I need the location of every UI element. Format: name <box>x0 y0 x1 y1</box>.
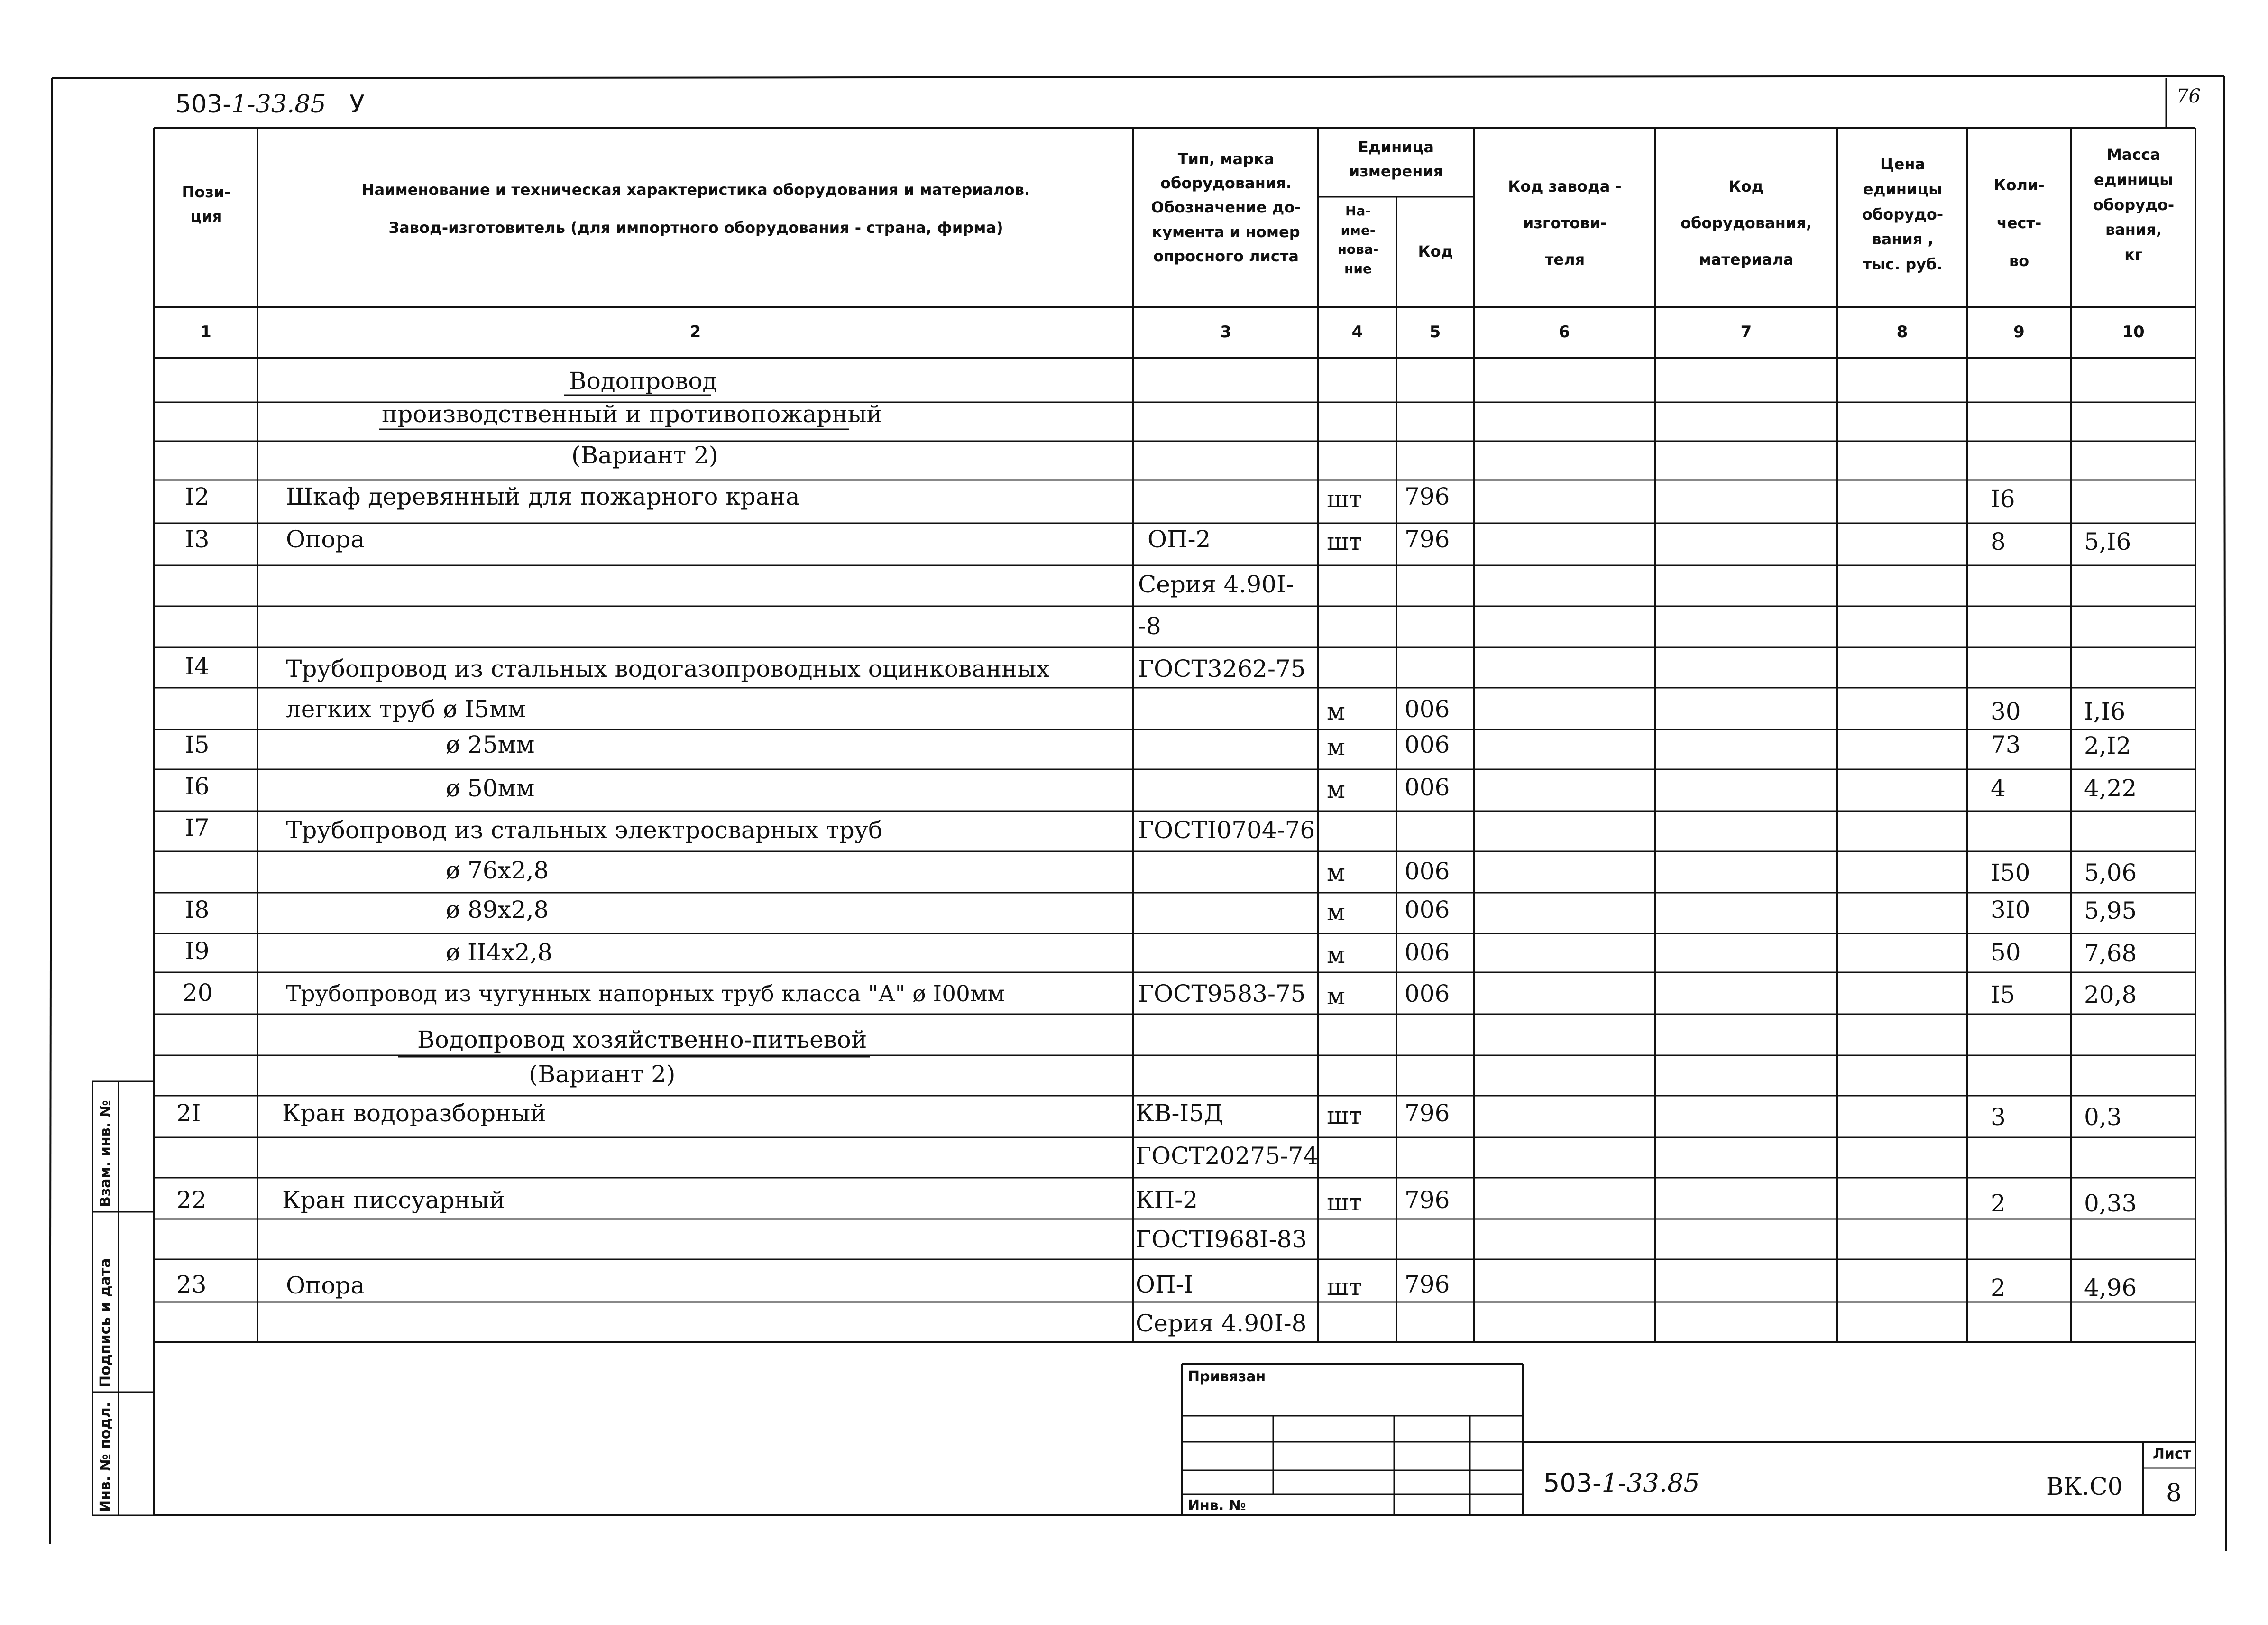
header-type: Тип, марка оборудования. Обозначение до- кумента и номер опросного листа <box>1151 150 1301 265</box>
stamp-linked-label: Привязан <box>1188 1368 1266 1385</box>
table-cell-mass: 5,I6 <box>2084 528 2131 555</box>
table-cell-mass: 5,95 <box>2084 897 2137 924</box>
table-cell-mass: 4,22 <box>2084 775 2137 802</box>
table-cell-mass: I,I6 <box>2084 698 2126 725</box>
table-cell-mass: 7,68 <box>2084 940 2137 967</box>
table-cell-quantity: 3 <box>1991 1103 2006 1131</box>
table-cell-unit: м <box>1327 898 1345 926</box>
table-cell-type: Серия 4.90I- <box>1138 571 1294 598</box>
table-cell-mass: 2,I2 <box>2084 732 2131 759</box>
header-equipment-code: Код оборудования, материала <box>1680 177 1812 268</box>
side-label-sign-date: Подпись и дата <box>97 1258 114 1387</box>
header-unit: Единица измерения <box>1349 138 1443 181</box>
table-cell-unit: шт <box>1327 1102 1362 1129</box>
table-cell-position: I7 <box>185 814 210 841</box>
table-cell-position: 23 <box>176 1271 207 1298</box>
table-cell-position: I2 <box>185 483 210 510</box>
table-cell-code: 796 <box>1405 1186 1450 1214</box>
table-cell-quantity: 2 <box>1991 1190 2006 1217</box>
header-name: Наименование и техническая характеристика оборудования и материалов. Завод-изготовитель (для импортного оборудования - страна, фирма) <box>361 181 1030 237</box>
column-number: 3 <box>1220 323 1231 342</box>
document-code-handwritten: 1-33.85 <box>231 90 326 119</box>
table-cell-position: 2I <box>176 1099 201 1127</box>
table-cell-unit: м <box>1327 698 1345 725</box>
table-cell-unit: м <box>1327 941 1345 969</box>
table-cell-unit: шт <box>1327 1189 1362 1216</box>
table-cell-unit: м <box>1327 982 1345 1010</box>
table-cell-unit: шт <box>1327 485 1362 513</box>
table-cell-quantity: 50 <box>1991 939 2021 966</box>
footer-sheet-number: 8 <box>2166 1479 2182 1507</box>
footer-sheet-label: Лист <box>2153 1446 2192 1462</box>
table-cell-type: ОП-2 <box>1148 526 1211 553</box>
table-cell-code: 006 <box>1405 695 1450 723</box>
table-cell-unit: шт <box>1327 1273 1362 1301</box>
table-cell-position: I3 <box>185 526 210 553</box>
table-cell-quantity: I50 <box>1991 859 2030 886</box>
table-cell-code: 006 <box>1405 858 1450 885</box>
header-unit-code: Код <box>1418 242 1453 260</box>
footer-document-mark: ВК.С0 <box>2046 1473 2123 1500</box>
table-cell-type: ГОСТ20275-74 <box>1136 1142 1319 1170</box>
section-variant: (Вариант 2) <box>529 1061 676 1088</box>
table-cell-code: 796 <box>1405 483 1450 510</box>
table-cell-quantity: I5 <box>1991 981 2015 1008</box>
header-plant-code: Код завода - изготови- теля <box>1508 177 1622 268</box>
table-cell-code: 006 <box>1405 731 1450 758</box>
table-cell-mass: 5,06 <box>2084 859 2137 886</box>
column-number: 5 <box>1429 323 1441 342</box>
table-cell-name: Трубопровод из стальных электросварных труб <box>286 816 883 844</box>
table-cell-type: ОП-I <box>1136 1271 1194 1298</box>
column-number: 8 <box>1896 323 1908 342</box>
side-label-inventory-original: Инв. № подл. <box>97 1402 114 1512</box>
column-number: 6 <box>1559 323 1570 342</box>
table-cell-type: КП-2 <box>1136 1186 1198 1214</box>
header-quantity: Коли- чест- во <box>1993 176 2045 270</box>
section-title: производственный и противопожарный <box>382 400 882 428</box>
table-cell-name: Трубопровод из чугунных напорных труб класса "А" ø I00мм <box>286 981 1005 1007</box>
table-cell-unit: м <box>1327 859 1345 886</box>
table-cell-quantity: 8 <box>1991 528 2006 555</box>
table-cell-name: Кран водоразборный <box>282 1099 546 1127</box>
table-cell-name: Опора <box>286 526 365 553</box>
table-cell-quantity: I6 <box>1991 485 2015 513</box>
table-cell-unit: шт <box>1327 528 1362 555</box>
table-cell-mass: 4,96 <box>2084 1274 2137 1302</box>
footer-code-printed: 503- <box>1543 1468 1602 1498</box>
table-cell-name: легких труб ø I5мм <box>286 695 526 723</box>
table-cell-type: Серия 4.90I-8 <box>1136 1310 1307 1337</box>
table-cell-position: I9 <box>185 937 210 965</box>
table-cell-position: 22 <box>176 1186 207 1214</box>
table-cell-name: ø 50мм <box>446 775 535 802</box>
table-cell-type: -8 <box>1138 612 1161 640</box>
table-cell-mass: 0,33 <box>2084 1190 2137 1217</box>
table-cell-code: 006 <box>1405 774 1450 801</box>
table-cell-code: 006 <box>1405 980 1450 1007</box>
table-cell-name: ø 76x2,8 <box>446 857 549 884</box>
table-cell-position: 20 <box>183 979 213 1006</box>
table-cell-code: 006 <box>1405 896 1450 923</box>
column-number: 7 <box>1740 323 1752 342</box>
document-code-printed: 503- <box>175 90 232 119</box>
section-title: Водопровод <box>569 367 717 395</box>
table-cell-code: 796 <box>1405 1099 1450 1127</box>
header-mass: Масса единицы оборудо- вания, кг <box>2093 146 2175 264</box>
sheet-mark-top: 76 <box>2176 85 2201 107</box>
table-cell-name: Опора <box>286 1272 365 1299</box>
footer-document-code <box>1543 1468 1700 1498</box>
table-cell-type: ГОСТI968I-83 <box>1136 1226 1307 1253</box>
section-variant: (Вариант 2) <box>571 442 718 469</box>
side-label-replace-inventory: Взам. инв. № <box>97 1100 114 1207</box>
table-cell-type: КВ-I5Д <box>1136 1099 1223 1127</box>
column-number: 4 <box>1351 323 1363 342</box>
table-cell-quantity: 73 <box>1991 731 2021 758</box>
section-title: Водопровод хозяйственно-питьевой <box>417 1026 867 1053</box>
table-cell-position: I8 <box>185 896 210 923</box>
footer-code-handwritten: 1-33.85 <box>1601 1468 1700 1498</box>
table-cell-type: ГОСТ3262-75 <box>1138 655 1306 683</box>
column-number: 9 <box>2013 323 2025 342</box>
table-cell-type: ГОСТ9583-75 <box>1138 980 1306 1007</box>
table-cell-name: Трубопровод из стальных водогазопроводных оцинкованных <box>286 655 1050 683</box>
table-cell-position: I5 <box>185 731 210 758</box>
table-cell-code: 796 <box>1405 526 1450 553</box>
table-cell-position: I6 <box>185 773 210 800</box>
document-code <box>175 90 365 119</box>
column-number: 1 <box>200 323 211 342</box>
table-cell-unit: м <box>1327 733 1345 761</box>
table-cell-quantity: 2 <box>1991 1274 2006 1302</box>
column-number: 10 <box>2122 323 2145 342</box>
table-cell-name: ø 89x2,8 <box>446 896 549 923</box>
table-cell-name: ø II4x2,8 <box>446 939 553 966</box>
table-cell-name: ø 25мм <box>446 731 535 758</box>
table-cell-position: I4 <box>185 653 210 680</box>
table-cell-quantity: 30 <box>1991 698 2021 725</box>
table-cell-name: Кран писсуарный <box>282 1186 505 1214</box>
table-cell-code: 796 <box>1405 1271 1450 1298</box>
table-cell-name: Шкаф деревянный для пожарного крана <box>286 483 800 510</box>
header-price: Цена единицы оборудо- вания , тыс. руб. <box>1862 155 1944 274</box>
table-cell-code: 006 <box>1405 939 1450 966</box>
table-cell-quantity: 3I0 <box>1991 896 2030 923</box>
header-unit-name: На- име- нова- ние <box>1337 203 1379 277</box>
table-cell-unit: м <box>1327 776 1345 803</box>
table-cell-quantity: 4 <box>1991 775 2006 802</box>
header-position: Пози- ция <box>182 183 231 226</box>
document-code-suffix: У <box>349 90 365 119</box>
table-cell-mass: 0,3 <box>2084 1103 2122 1131</box>
stamp-inventory-label: Инв. № <box>1188 1497 1246 1514</box>
column-number: 2 <box>689 323 701 342</box>
table-cell-type: ГОСТI0704-76 <box>1138 816 1315 844</box>
table-cell-mass: 20,8 <box>2084 981 2137 1008</box>
